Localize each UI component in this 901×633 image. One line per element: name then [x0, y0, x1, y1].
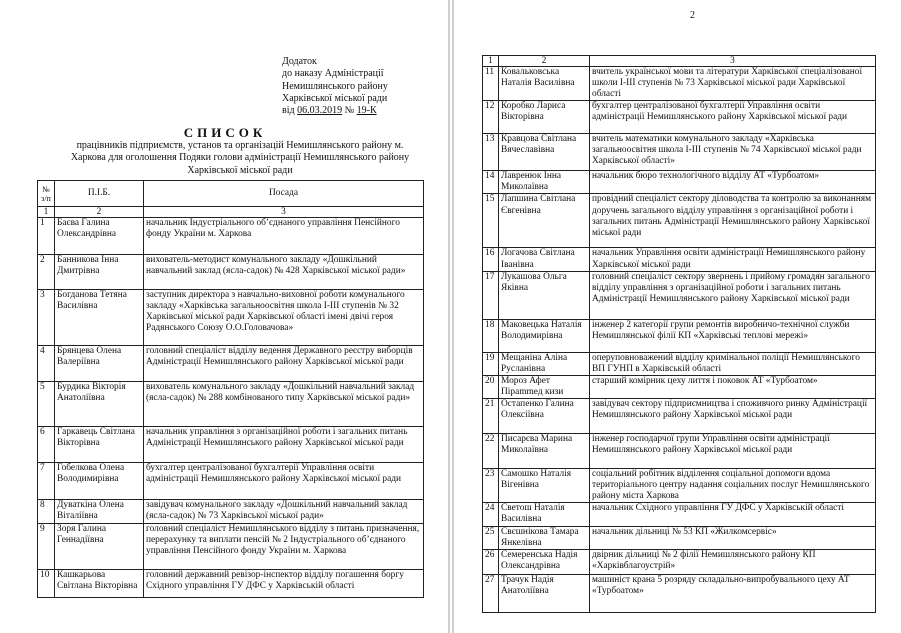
- table-row: [483, 352, 876, 375]
- employee-name: Мещаніна Аліна Русланівна: [499, 352, 590, 375]
- employee-name: Мороз Афет Пірammед кизи: [499, 375, 590, 398]
- employee-position: вихователь-методист комунального закладу «Дошкільний навчальний заклад (ясла-садок) № 428 Харківської міської ради»: [144, 255, 424, 290]
- table-row: [483, 503, 876, 526]
- row-number: 9: [38, 524, 55, 570]
- employee-name: Семеренська Надія Олександрівна: [499, 549, 590, 574]
- addendum-date-prefix: від: [282, 105, 298, 117]
- addendum-number-sign: №: [342, 105, 357, 117]
- header-col-2: 2: [499, 56, 590, 67]
- employee-name: Банникова Інна Дмитрівна: [55, 255, 144, 290]
- row-number: 24: [483, 503, 499, 526]
- table-row: [483, 319, 876, 352]
- table-row: [38, 500, 424, 524]
- row-number: 21: [483, 399, 499, 434]
- employee-name: Остапенко Галина Олексіївна: [499, 399, 590, 434]
- row-number: 5: [38, 382, 55, 427]
- row-number: 25: [483, 526, 499, 549]
- row-number: 17: [483, 271, 499, 319]
- employee-position: начальник Східного управління ГУ ДФС у Харківській області: [590, 503, 876, 526]
- employee-position: головний державний ревізор-інспектор відділу погашення боргу Східного управління ГУ ДФС у Харківській області: [144, 570, 424, 598]
- addendum-line: Додаток: [282, 56, 317, 67]
- table-row: [483, 134, 876, 171]
- row-number: 7: [38, 463, 55, 500]
- list-subtitle: працівників підприємств, установ та організацій Немишлянського району м. Харкова для оголошення Подяки голови адміністрації Немишлянського району Харківської міської ради: [70, 140, 410, 176]
- employee-position: вчитель математики комунального закладу «Харківська загальноосвітня школа І-ІІІ ступенів № 74 Харківської міської ради Харківської області»: [590, 134, 876, 171]
- employee-name: Ковальковська Наталія Василівна: [499, 67, 590, 101]
- table-row: [483, 399, 876, 434]
- employee-name: Кравцова Світлана Вячеславівна: [499, 134, 590, 171]
- employee-name: Светош Наталія Василівна: [499, 503, 590, 526]
- table-row: [38, 218, 424, 255]
- addendum-order-number: 19-К: [356, 105, 377, 117]
- table-row: [483, 271, 876, 319]
- row-number: 26: [483, 549, 499, 574]
- employee-position: інженер господарчої групи Управління освіти адміністрації Немишлянського району Харківської міської ради: [590, 434, 876, 469]
- row-number: 4: [38, 346, 55, 382]
- employee-position: начальник Індустріального об’єднаного управління Пенсійного фонду України м. Харкова: [144, 218, 424, 255]
- addendum-line: Немишлянського району: [282, 80, 388, 92]
- employee-name: Коробко Лариса Вікторівна: [499, 101, 590, 134]
- header-col-2: 2: [55, 207, 144, 218]
- header-position: Посада: [144, 181, 424, 207]
- employee-position: провідний спеціаліст сектору діловодства та контролю за виконанням доручень загального відділу управління з організаційної роботи і загальних питань Адміністрації Немишлянського району Харківської міської ради: [590, 194, 876, 248]
- table-row: [483, 469, 876, 503]
- row-number: 19: [483, 352, 499, 375]
- row-number: 3: [38, 290, 55, 346]
- table-row: [483, 549, 876, 574]
- page-number: 2: [690, 10, 695, 21]
- row-number: 14: [483, 171, 499, 194]
- header-col-3: 3: [590, 56, 876, 67]
- employee-position: начальник дільниці № 53 КП «Жилкомсервіс»: [590, 526, 876, 549]
- employee-position: начальник управління з організаційної роботи і загальних питань Адміністрації Немишлянського району Харківської міської ради: [144, 427, 424, 463]
- employee-position: старший комірник цеху лиття і поковок АТ «Турбоатом»: [590, 375, 876, 398]
- table-row: [483, 248, 876, 271]
- row-number: 12: [483, 101, 499, 134]
- employee-name: Богданова Тетяна Василівна: [55, 290, 144, 346]
- employee-name: Дуваткіна Олена Віталіївна: [55, 500, 144, 524]
- employee-position: головний спеціаліст сектору звернень і прийому громадян загального відділу управління з організаційної роботи і загальних питань Адміністрації Немишлянського району Харківської міської ради: [590, 271, 876, 319]
- table-row: [483, 194, 876, 248]
- table-row: [38, 382, 424, 427]
- table-row: [38, 427, 424, 463]
- row-number: 18: [483, 319, 499, 352]
- row-number: 1: [38, 218, 55, 255]
- row-number: 8: [38, 500, 55, 524]
- list-title: СПИСОК: [183, 125, 267, 140]
- table-row: [483, 171, 876, 194]
- employee-name: Зоря Галина Геннадіївна: [55, 524, 144, 570]
- table-row: [483, 574, 876, 612]
- employee-name: Логачова Світлана Іванівна: [499, 248, 590, 271]
- left-table-body: [38, 218, 424, 598]
- employee-position: інженер 2 категорії групи ремонтів виробничо-технічної служби Немишлянської філії КП «Харківські теплові мережі»: [590, 319, 876, 352]
- employee-position: головний спеціаліст відділу ведення Державного реєстру виборців Адміністрації Немишлянського району Харківської міської ради: [144, 346, 424, 382]
- employee-position: вихователь комунального закладу «Дошкільний навчальний заклад (ясла-садок) № 288 комбінованого типу Харківської міської ради»: [144, 382, 424, 427]
- row-number: 16: [483, 248, 499, 271]
- employee-name: Лукашова Ольга Яківна: [499, 271, 590, 319]
- employee-position: начальник Управління освіти адміністрації Немишлянського району Харківської міської ради: [590, 248, 876, 271]
- row-number: 15: [483, 194, 499, 248]
- table-row: [483, 434, 876, 469]
- addendum-line: до наказу Адміністрації: [282, 68, 384, 80]
- employee-name: Гобелкова Олена Володимирівна: [55, 463, 144, 500]
- row-number: 2: [38, 255, 55, 290]
- table-row: [38, 463, 424, 500]
- employee-name: Свєшнікова Тамара Янкелівна: [499, 526, 590, 549]
- employee-name: Самошко Наталія Вігенівна: [499, 469, 590, 503]
- header-name: П.І.Б.: [55, 181, 144, 207]
- employee-position: двірник дільниці № 2 філії Немишлянського району КП «Харківблагоустрій»: [590, 549, 876, 574]
- employee-position: завідувач сектору підприємництва і споживчого ринку Адміністрації Немишлянського району Харківської міської ради: [590, 399, 876, 434]
- header-col-1: 1: [483, 56, 499, 67]
- employees-table-left: [37, 180, 424, 598]
- addendum-block: [282, 56, 388, 117]
- row-number: 22: [483, 434, 499, 469]
- employee-position: вчитель української мови та літератури Харківської спеціалізованої школи І-ІІІ ступенів № 73 Харківської міської ради Харківської області: [590, 67, 876, 101]
- employee-position: машиніст крана 5 розряду складально-випробувального цеху АТ «Турбоатом»: [590, 574, 876, 612]
- table-row: [483, 375, 876, 398]
- employee-name: Трачук Надія Анатоліївна: [499, 574, 590, 612]
- table-row: [483, 101, 876, 134]
- right-table-body: [483, 67, 876, 613]
- employee-position: заступник директора з навчально-виховної роботи комунального закладу «Харківська загальноосвітня школа І-ІІІ ступенів № 32 Харківської міської ради Харківської області імені двічі героя Радянського Союзу О.О.Головачова»: [144, 290, 424, 346]
- employee-position: соціальний робітник відділення соціальної допомоги вдома територіального центру надання соціальних послуг Немишлянського району міста Харкова: [590, 469, 876, 503]
- employee-name: Брянцева Олена Валеріївна: [55, 346, 144, 382]
- table-row: [38, 346, 424, 382]
- table-row: [38, 255, 424, 290]
- table-row: [483, 526, 876, 549]
- employee-position: завідувач комунального закладу «Дошкільний навчальний заклад (ясла-садок) № 73 Харківської міської ради»: [144, 500, 424, 524]
- row-number: 27: [483, 574, 499, 612]
- header-col-1: 1: [38, 207, 55, 218]
- employee-position: головний спеціаліст Немишлянського відділу з питань призначення, перерахунку та виплати пенсій № 2 Індустріального об’єднаного управління Пенсійного фонду України м. Харкова: [144, 524, 424, 570]
- row-number: 10: [38, 570, 55, 598]
- row-number: 11: [483, 67, 499, 101]
- addendum-date: 06.03.2019: [297, 105, 343, 117]
- row-number: 20: [483, 375, 499, 398]
- employee-position: оперуповноважений відділу кримінальної поліції Немишлянського ВП ГУНП в Харківській області: [590, 352, 876, 375]
- table-row: [38, 290, 424, 346]
- page-divider: [448, 0, 450, 633]
- table-row: [38, 570, 424, 598]
- employee-name: Лапшина Світлана Євгенівна: [499, 194, 590, 248]
- employee-name: Гаркавець Світлана Вікторівна: [55, 427, 144, 463]
- left-page: [0, 0, 450, 633]
- employee-name: Баєва Галина Олександрівна: [55, 218, 144, 255]
- addendum-date-line: [282, 105, 388, 117]
- employee-name: Лавренюк Інна Миколаївна: [499, 171, 590, 194]
- header-num: № з/п: [38, 181, 55, 207]
- employee-position: начальник бюро технологічного відділу АТ «Турбоатом»: [590, 171, 876, 194]
- employee-name: Кашкарьова Світлана Вікторівна: [55, 570, 144, 598]
- employee-position: бухгалтер централізованої бухгалтерії Управління освіти адміністрації Немишлянського району Харківської міської ради: [590, 101, 876, 134]
- row-number: 23: [483, 469, 499, 503]
- table-row: [38, 524, 424, 570]
- addendum-line: Харківської міської ради: [282, 92, 388, 104]
- page-divider: [452, 0, 454, 633]
- employee-name: Маковецька Наталія Володимирівна: [499, 319, 590, 352]
- row-number: 13: [483, 134, 499, 171]
- employees-table-right: [482, 55, 876, 613]
- employee-position: бухгалтер централізованої бухгалтерії Управління освіти адміністрації Немишлянського району Харківської міської ради: [144, 463, 424, 500]
- employee-name: Бурдика Вікторія Анатоліївна: [55, 382, 144, 427]
- row-number: 6: [38, 427, 55, 463]
- header-col-3: 3: [144, 207, 424, 218]
- table-row: [483, 67, 876, 101]
- employee-name: Писарєва Марина Миколаївна: [499, 434, 590, 469]
